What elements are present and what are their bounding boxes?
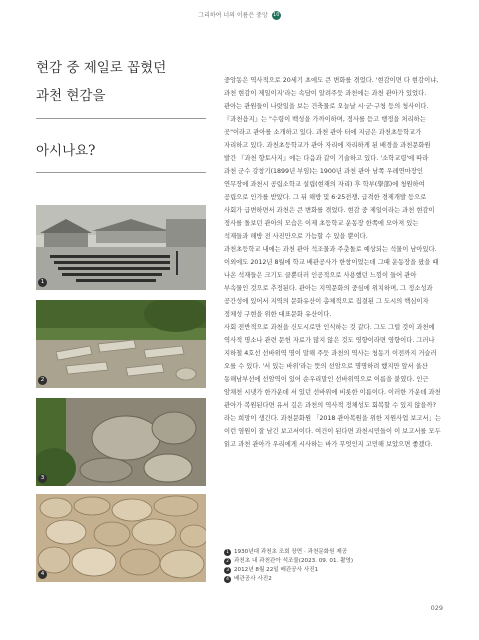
caption-4-text: 배관공사 사진2 [234,576,272,582]
photo-4-number: 4 [38,570,47,579]
photo-captions [224,548,442,584]
running-header-title: 그리하여 너의 이름은 중앙 [198,12,268,19]
photo-2 [36,300,206,388]
caption-3-text: 2012년 8월 22일 배관공사 사진1 [234,567,319,573]
photo-1-image [36,205,206,290]
photo-1 [36,205,206,290]
caption-1-text: 1930년대 과천초 조회 장면 · 과천문화원 제공 [234,549,348,555]
photo-2-image [36,300,206,388]
chapter-badge: 10 [273,12,280,18]
heading-line-1: 현감 중 제일로 꼽혔던 [36,60,167,76]
photo-3-number: 3 [38,474,47,483]
caption-2-text: 과천초 내 과천관아 석조물(2023. 09. 01. 촬영) [234,558,354,564]
caption-1-number: 1 [224,549,231,556]
caption-2 [224,557,442,566]
body-paragraph-2: 과천초등학교 내에는 과천 관아 석조물과 주춧돌로 예상되는 석물이 남아있다. 이외에도 2012년 8월에 학교 배관공사가 한창이었는데 그때 운동장을 팠을 때 나온 석재들은 크기도 클뿐더러 인공적으로 사용했던 느낌이 들어 관아 부속물인 것으로 추정된다. 관아는 지역문화의 중심에 위치하며, 그 정소성과 공간성에 있어서 지역의 문화유산이 총체적으로 집결된 그 도시의 핵심이자 정체성 구현을 위한 대표문화 유산이다. [224,246,439,318]
photo-1-number: 1 [38,278,47,287]
heading-divider-2 [36,172,206,173]
caption-2-number: 2 [224,558,231,565]
page-number: 029 [430,604,443,612]
photo-4 [36,494,206,582]
caption-3-number: 3 [224,567,231,574]
caption-4 [224,575,442,584]
heading-line-2: 과천 현감을 [36,88,106,104]
body-text [224,74,442,451]
photo-3 [36,398,206,486]
heading-line-3: 아시나요? [36,143,96,159]
photo-2-number: 2 [38,376,47,385]
running-header [0,10,479,20]
body-paragraph-3: 사회 전반적으로 과천을 신도시로만 인식하는 것 같다. 그도 그럴 것이 과천에 역사적 명소나 관련 문헌 자료가 많지 않은 것도 영향이라면 영향이다. 그러나 지하철 4호선 선바위역 명이 말해 주듯 과천의 역사는 청동기 이전까지 거슬러 오를 수 있다. '서 있는 바위'라는 뜻의 선암으로 명명하려 했지만 앞서 울산 동해남부선에 선암역이 있어 순우리말인 선바위역으로 이름을 붙였다. 인근 암채천 시냇가 한가운데 서 있던 선바위에 비롯한 이름이다. 이러한 가운데 과천 관아가 복원된다면 유서 깊은 과천의 역사적 정체성도 회복할 수 있지 않을까? 라는 희망이 생긴다. 과천문화원 「2018 관아복원을 위한 지원사업 보고서」는 이런 염원이 잘 남긴 보고서이다. 여건이 된다면 과천시민들이 이 보고서를 모두 읽고 과천 관아가 우리에게 시사하는 바가 무엇인지 고민해 보았으면 좋겠다. [224,324,441,448]
photo-4-image [36,494,206,582]
caption-4-number: 4 [224,576,231,583]
photo-3-image [36,398,206,486]
heading-divider-1 [36,118,206,119]
body-paragraph-1: 중앙동은 역사적으로 20세기 초에도 큰 변화를 겪었다. '현감이면 다 현감이냐, 과천 현감이 제일이지'라는 속담이 알려주듯 과천에는 과천 관아가 있었다. 관아는 관원들이 나랏일을 보는 건축물로 오늘날 시·군·구청 등의 청사이다. 『과천읍지』는 "수령이 백성을 가까이하며, 정사를 듣고 행정을 처리하는 곳"이라고 관아를 소개하고 있다. 과천 관아 터에 지금은 과천초등학교가 자리하고 있다. 과천초등학교가 관아 자리에 자리하게 된 배경을 과천문화원 발간 『과천 향토사지』에는 다음과 같이 기술하고 있다. '소학교령'에 따라 과천 군수 강창기(1899년 부임)는 1900년 과천 관아 남쪽 우레연마장인 연무장에 과천시 공립소학교 설립(현재의 자리) 후 학부(學部)에 청원하여 공립으로 인가를 받았다. 그 뒤 해방 및 6·25전쟁, 급격한 경제개발 등으로 사회가 급변하면서 과천은 큰 변화를 겪었다. 현감 중 제일이라는 과천 현감이 정사를 돌보던 관아의 모습은 이제 초등학교 운동장 한쪽에 모아져 있는 석재들과 해방 전 사진만으로 가늠할 수 있을 뿐이다. [224,77,439,240]
caption-1 [224,548,442,557]
caption-3 [224,566,442,575]
